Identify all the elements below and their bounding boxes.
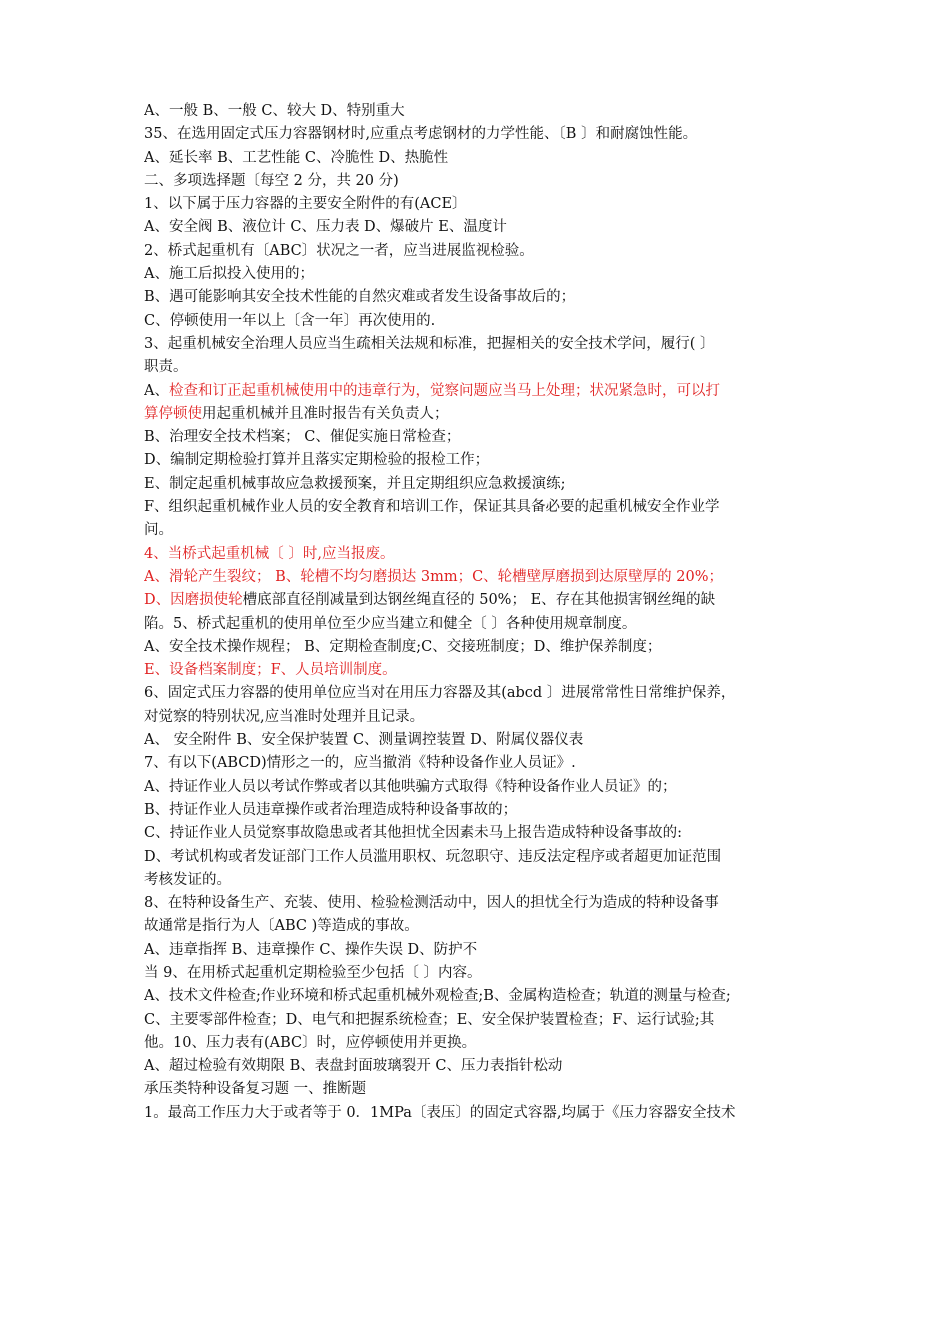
text-line	[144, 776, 824, 799]
line-text: 对觉察的特别状况,应当准时处理并且记录。	[144, 708, 425, 725]
line-text: A、安全阀 B、液位计 C、压力表 D、爆破片 E、温度计	[144, 219, 507, 236]
text-line	[144, 659, 824, 682]
text-line	[144, 706, 824, 729]
line-text: 2、桥式起重机有〔ABC〕状况之一者，应当进展监视检验。	[144, 242, 534, 259]
line-text: A、持证作业人员以考试作弊或者以其他哄骗方式取得《特种设备作业人员证》的；	[144, 778, 677, 795]
line-text: A、 安全附件 B、安全保护装置 C、测量调控装置 D、附属仪器仪表	[144, 732, 584, 749]
line-text: C、主要零部件检查；D、电气和把握系统检查；E、安全保护装置检查；F、运行试验;其	[144, 1011, 715, 1028]
line-text: 1。最高工作压力大于或者等于 0．1MPa〔表压〕的固定式容器,均属于《压力容器安全技术	[144, 1104, 736, 1121]
text-line	[144, 100, 824, 123]
text-line	[144, 892, 824, 915]
line-text: A、违章指挥 B、违章操作 C、操作失误 D、防护不	[144, 941, 478, 958]
line-text: E、制定起重机械事故应急救援预案，并且定期组织应急救援演练;	[144, 475, 566, 492]
line-text: A、施工后拟投入使用的；	[144, 266, 314, 283]
line-text: 35、在选用固定式压力容器钢材时,应重点考虑钢材的力学性能、〔B 〕和耐腐蚀性能。	[144, 126, 698, 143]
highlighted-answer-text: 4、当桥式起重机械〔 〕时,应当报废。	[144, 545, 395, 562]
text-line	[144, 846, 824, 869]
text-line	[144, 356, 824, 379]
line-text: 他。10、压力表有(ABC〕时，应停顿使用并更换。	[144, 1034, 477, 1051]
text-line	[144, 473, 824, 496]
text-line	[144, 752, 824, 775]
text-line	[144, 822, 824, 845]
text-line	[144, 566, 824, 589]
line-text: D、编制定期检验打算并且落实定期检验的报检工作；	[144, 452, 490, 469]
text-line	[144, 869, 824, 892]
text-line	[144, 939, 824, 962]
text-line	[144, 682, 824, 705]
text-line	[144, 985, 824, 1008]
line-text: 故通常是指行为人〔ABC )等造成的事故。	[144, 918, 419, 935]
text-line	[144, 799, 824, 822]
line-text: 6、固定式压力容器的使用单位应当对在用压力容器及其(abcd 〕进展常常性日常维护保养，	[144, 685, 736, 702]
text-line	[144, 1055, 824, 1078]
text-line	[144, 636, 824, 659]
line-text: 3、起重机械安全治理人员应当生疏相关法规和标准，把握相关的安全技术学问，履行( 〕	[144, 335, 715, 352]
text-line	[144, 1078, 824, 1101]
text-line	[144, 613, 824, 636]
text-line	[144, 147, 824, 170]
text-line	[144, 915, 824, 938]
highlighted-answer-text: E、设备档案制度；F、人员培训制度。	[144, 662, 397, 679]
text-line	[144, 286, 824, 309]
line-text: B、治理安全技术档案； C、催促实施日常检查；	[144, 429, 461, 446]
text-line	[144, 1102, 824, 1125]
line-text: 1、以下属于压力容器的主要安全附件的有(ACE〕	[144, 196, 467, 213]
text-line	[144, 1009, 824, 1032]
line-text: 当 9、在用桥式起重机定期检验至少包括〔 〕内容。	[144, 964, 482, 981]
line-text: 职责。	[144, 359, 188, 376]
text-line	[144, 333, 824, 356]
text-line	[144, 216, 824, 239]
text-line	[144, 589, 824, 612]
line-text: 7、有以下(ABCD)情形之一的，应当撤消《特种设备作业人员证》.	[144, 755, 576, 772]
line-text: C、停顿使用一年以上〔含一年〕再次使用的.	[144, 312, 436, 329]
text-line	[144, 310, 824, 333]
line-text: 8、在特种设备生产、充装、使用、检验检测活动中，因人的担忧全行为造成的特种设备事	[144, 895, 719, 912]
highlighted-answer-text: A、滑轮产生裂纹； B、轮槽不均匀磨损达 3mm；C、轮槽壁厚磨损到达原壁厚的 20%；	[144, 568, 723, 585]
line-text: 二、多项选择题〔每空 2 分，共 20 分)	[144, 172, 399, 189]
line-text: D、考试机构或者发证部门工作人员滥用职权、玩忽职守、违反法定程序或者超更加证范围	[144, 848, 722, 865]
line-text: A、延长率 B、工艺性能 C、冷脆性 D、热脆性	[144, 149, 449, 166]
text-line	[144, 729, 824, 752]
line-text: 陷。5、桥式起重机的使用单位至少应当建立和健全〔 〕各种使用规章制度。	[144, 615, 637, 632]
line-text: 问。	[144, 522, 173, 539]
text-line	[144, 240, 824, 263]
text-line	[144, 1032, 824, 1055]
highlighted-answer-text: 算停顿使	[144, 405, 202, 422]
line-text: 考核发证的。	[144, 871, 231, 888]
text-line	[144, 403, 824, 426]
text-line	[144, 519, 824, 542]
text-line	[144, 496, 824, 519]
highlighted-answer-text: D、因磨损使轮	[144, 592, 243, 609]
line-text: A、一般 B、一般 C、较大 D、特别重大	[144, 103, 405, 119]
line-text: A、安全技术操作规程； B、定期检查制度;C、交接班制度；D、维护保养制度；	[144, 638, 662, 655]
text-line	[144, 193, 824, 216]
line-text: 承压类特种设备复习题 一、推断题	[144, 1081, 367, 1098]
line-text: F、组织起重机械作业人员的安全教育和培训工作，保证其具备必要的起重机械安全作业学	[144, 499, 720, 516]
text-line	[144, 426, 824, 449]
document-body	[144, 100, 824, 1125]
text-line	[144, 962, 824, 985]
line-text: A、超过检验有效期限 B、表盘封面玻璃裂开 C、压力表指针松动	[144, 1058, 563, 1075]
line-text: 用起重机械并且准时报告有关负责人；	[202, 405, 449, 422]
line-text: 槽底部直径削减量到达钢丝绳直径的 50%； E、存在其他损害钢丝绳的缺	[242, 592, 716, 609]
line-text: A、技术文件检查;作业环境和桥式起重机械外观检查;B、金属构造检查；轨道的测量与检查;	[144, 988, 731, 1005]
text-line	[144, 380, 824, 403]
line-text: C、持证作业人员觉察事故隐患或者其他担忧全因素未马上报告造成特种设备事故的:	[144, 825, 682, 842]
text-line	[144, 170, 824, 193]
text-line	[144, 123, 824, 146]
line-text: B、遇可能影响其安全技术性能的自然灾难或者发生设备事故后的；	[144, 289, 576, 306]
text-line	[144, 449, 824, 472]
line-text: A、	[144, 382, 169, 399]
text-line	[144, 543, 824, 566]
text-line	[144, 263, 824, 286]
line-text: B、持证作业人员违章操作或者治理造成特种设备事故的；	[144, 801, 518, 818]
highlighted-answer-text: 检查和订正起重机械使用中的违章行为，觉察问题应当马上处理；状况紧急时，可以打	[168, 382, 720, 399]
